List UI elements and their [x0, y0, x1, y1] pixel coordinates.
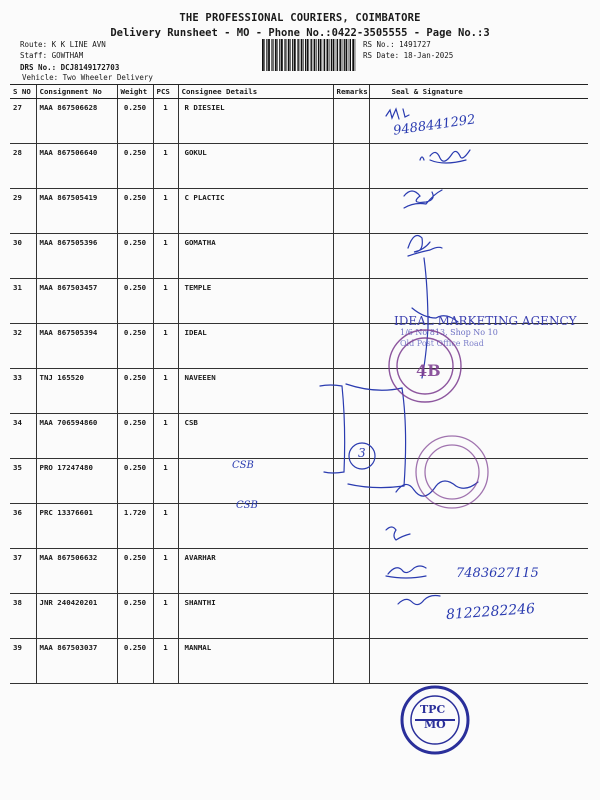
cell-consignment: MAA 867505396 — [36, 234, 117, 279]
cell-sno: 36 — [10, 504, 36, 549]
cell-sig — [369, 414, 588, 459]
cell-consignee: GOMATHA — [178, 234, 333, 279]
handwritten-three: 3 — [358, 446, 366, 460]
cell-consignee: SHANTHI — [178, 594, 333, 639]
cell-pcs: 1 — [153, 279, 178, 324]
barcode-icon — [262, 39, 358, 71]
cell-sig — [369, 459, 588, 504]
cell-weight: 0.250 — [117, 369, 153, 414]
cell-sno: 30 — [10, 234, 36, 279]
table-row — [10, 369, 588, 414]
cell-pcs: 1 — [153, 459, 178, 504]
cell-sig — [369, 234, 588, 279]
cell-weight: 0.250 — [117, 279, 153, 324]
table-row — [10, 459, 588, 504]
cell-remarks — [333, 504, 369, 549]
cell-weight: 0.250 — [117, 234, 153, 279]
cell-pcs: 1 — [153, 369, 178, 414]
cell-consignment: TNJ 165520 — [36, 369, 117, 414]
staff-label: Staff: GOWTHAM — [20, 51, 84, 60]
table-header-row — [10, 85, 588, 99]
cell-remarks — [333, 594, 369, 639]
table-row — [10, 504, 588, 549]
cell-consignee: GOKUL — [178, 144, 333, 189]
cell-pcs: 1 — [153, 234, 178, 279]
cell-sno: 32 — [10, 324, 36, 369]
cell-pcs: 1 — [153, 504, 178, 549]
cell-sig — [369, 189, 588, 234]
rs-number: RS No.: 1491727 — [363, 40, 431, 49]
cell-sig — [369, 504, 588, 549]
col-header-pcs: PCS — [153, 85, 178, 99]
company-title: THE PROFESSIONAL COURIERS, COIMBATORE — [179, 12, 421, 24]
col-header-signature: Seal & Signature — [369, 85, 588, 99]
stamp-address-line-2: Old Post Office Road — [400, 339, 484, 348]
logo-tpc-text: TPC — [420, 703, 446, 716]
cell-sno: 28 — [10, 144, 36, 189]
cell-weight: 1.720 — [117, 504, 153, 549]
cell-consignee: CSB — [178, 414, 333, 459]
cell-remarks — [333, 279, 369, 324]
cell-weight: 0.250 — [117, 144, 153, 189]
stamp-company-name: IDEAL MARKETING AGENCY — [394, 314, 577, 328]
table-row — [10, 99, 588, 144]
cell-pcs: 1 — [153, 324, 178, 369]
cell-consignee: AVARHAR — [178, 549, 333, 594]
cell-consignment: MAA 867505419 — [36, 189, 117, 234]
col-header-consignment: Consignment No — [36, 85, 117, 99]
cell-remarks — [333, 459, 369, 504]
cell-consignment: MAA 867505394 — [36, 324, 117, 369]
cell-consignee: C PLACTIC — [178, 189, 333, 234]
svg-text:4B: 4B — [416, 361, 441, 380]
cell-pcs: 1 — [153, 549, 178, 594]
cell-consignee: TEMPLE — [178, 279, 333, 324]
cell-weight: 0.250 — [117, 414, 153, 459]
cell-pcs: 1 — [153, 99, 178, 144]
cell-sig — [369, 144, 588, 189]
cell-consignment: PRO 17247480 — [36, 459, 117, 504]
col-header-weight: Weight — [117, 85, 153, 99]
cell-consignee — [178, 459, 333, 504]
cell-consignment: PRC 13376601 — [36, 504, 117, 549]
vehicle-label: Vehicle: Two Wheeler Delivery — [22, 73, 153, 82]
stamp-address-line: 1/6 No 813, Shop No 10 — [400, 328, 498, 337]
cell-sno: 35 — [10, 459, 36, 504]
cell-sno: 39 — [10, 639, 36, 684]
col-header-consignee: Consignee Details — [178, 85, 333, 99]
handwritten-csb-1: CSB — [232, 460, 254, 471]
cell-sno: 37 — [10, 549, 36, 594]
cell-weight: 0.250 — [117, 594, 153, 639]
cell-consignee: NAVEEEN — [178, 369, 333, 414]
cell-remarks — [333, 324, 369, 369]
runsheet-subtitle: Delivery Runsheet - MO - Phone No.:0422-3505555 - Page No.:3 — [110, 27, 490, 39]
cell-pcs: 1 — [153, 414, 178, 459]
cell-sno: 38 — [10, 594, 36, 639]
cell-consignment: MAA 867506628 — [36, 99, 117, 144]
handwritten-csb-2: CSB — [236, 500, 258, 511]
handwritten-phone-38: 7483627115 — [456, 566, 539, 581]
col-header-remarks: Remarks — [333, 85, 369, 99]
cell-consignment: MAA 867503457 — [36, 279, 117, 324]
cell-remarks — [333, 639, 369, 684]
cell-consignee: IDEAL — [178, 324, 333, 369]
cell-weight: 0.250 — [117, 324, 153, 369]
cell-weight: 0.250 — [117, 639, 153, 684]
cell-consignment: MAA 867506632 — [36, 549, 117, 594]
cell-remarks — [333, 144, 369, 189]
handwritten-phone-27: 9488441292 — [392, 112, 477, 139]
table-row — [10, 144, 588, 189]
cell-sig — [369, 639, 588, 684]
rs-date: RS Date: 18-Jan-2025 — [363, 51, 454, 60]
route-label: Route: K K LINE AVN — [20, 40, 106, 49]
cell-remarks — [333, 549, 369, 594]
cell-weight: 0.250 — [117, 189, 153, 234]
table-row — [10, 414, 588, 459]
cell-consignee: R DIESIEL — [178, 99, 333, 144]
cell-consignment: MAA 867506640 — [36, 144, 117, 189]
cell-pcs: 1 — [153, 189, 178, 234]
cell-weight: 0.250 — [117, 459, 153, 504]
cell-consignment: MAA 867503037 — [36, 639, 117, 684]
cell-pcs: 1 — [153, 594, 178, 639]
logo-mo-text: MO — [424, 718, 446, 731]
cell-sno: 31 — [10, 279, 36, 324]
cell-weight: 0.250 — [117, 99, 153, 144]
table-row — [10, 234, 588, 279]
cell-consignment: JNR 240420201 — [36, 594, 117, 639]
table-row — [10, 639, 588, 684]
cell-remarks — [333, 369, 369, 414]
drs-number: DRS No.: DCJ8149172703 — [20, 63, 120, 72]
cell-consignee: MANMAL — [178, 639, 333, 684]
cell-sno: 33 — [10, 369, 36, 414]
table-row — [10, 324, 588, 369]
handwritten-phone-39: 8122282246 — [445, 600, 536, 624]
cell-remarks — [333, 189, 369, 234]
cell-sig — [369, 369, 588, 414]
cell-remarks — [333, 99, 369, 144]
runsheet-table — [10, 84, 588, 684]
cell-consignment: MAA 706594860 — [36, 414, 117, 459]
cell-weight: 0.250 — [117, 549, 153, 594]
cell-sno: 34 — [10, 414, 36, 459]
cell-pcs: 1 — [153, 639, 178, 684]
cell-sno: 29 — [10, 189, 36, 234]
col-header-sno: S NO — [10, 85, 36, 99]
table-row — [10, 189, 588, 234]
cell-sno: 27 — [10, 99, 36, 144]
cell-remarks — [333, 234, 369, 279]
cell-pcs: 1 — [153, 144, 178, 189]
